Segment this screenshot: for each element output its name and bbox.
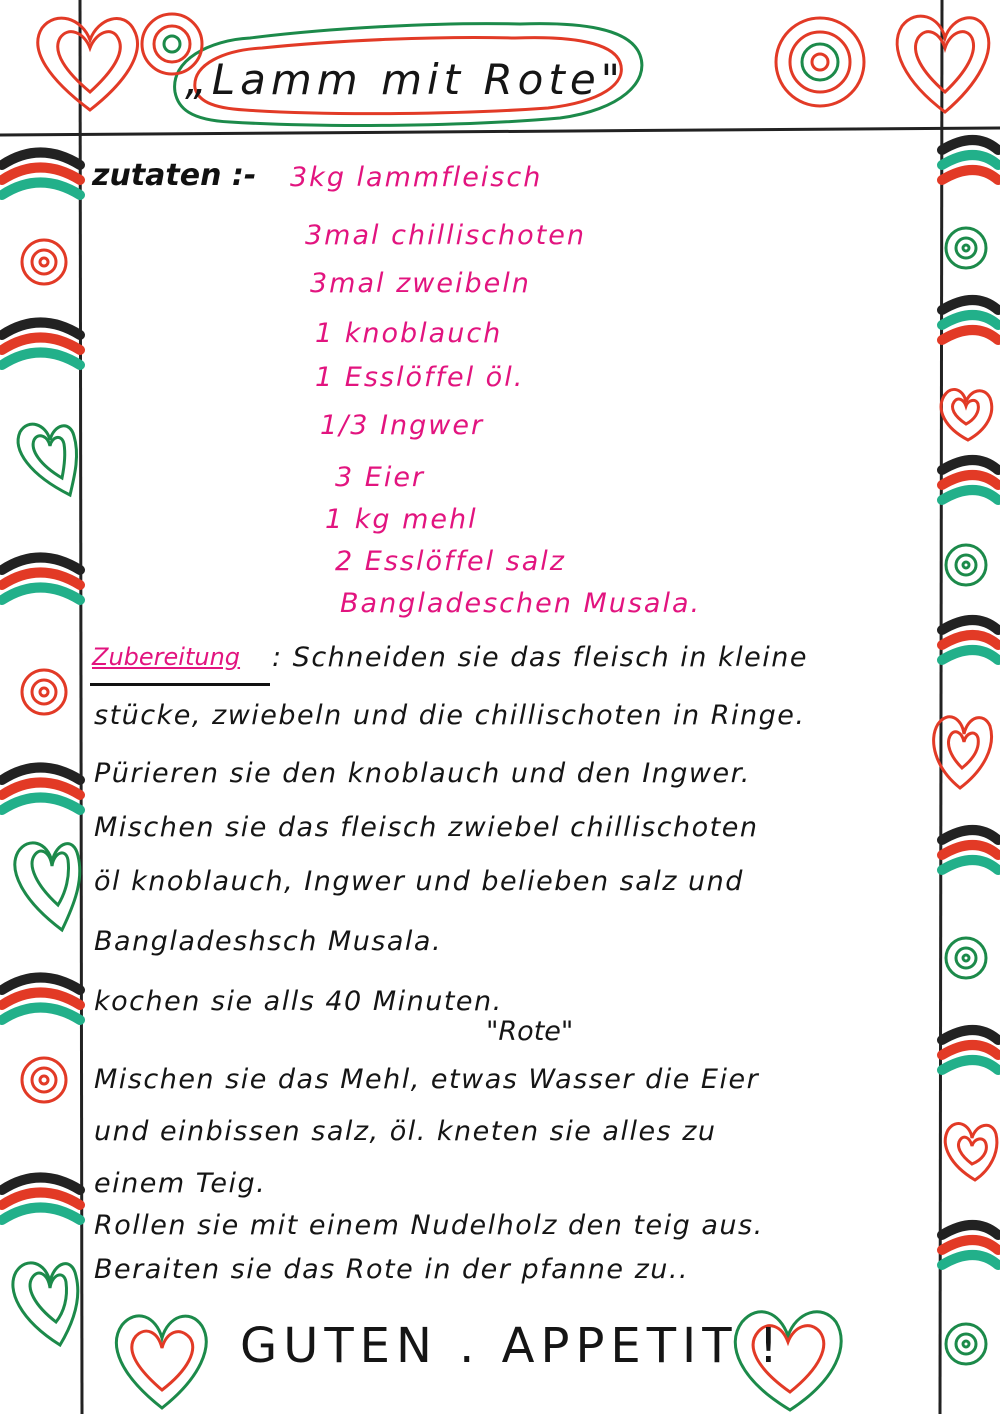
preparation-line: Mischen sie das fleisch zwiebel chillischoten	[94, 812, 759, 843]
heart-icon	[18, 424, 76, 495]
preparation-line: Bangladeshsch Musala.	[94, 926, 443, 957]
preparation-line: stücke, zwiebeln und die chillischoten in Ringe.	[94, 700, 806, 731]
rote-line: einem Teig.	[94, 1168, 267, 1199]
list-item: 3kg lammfleisch	[290, 162, 543, 193]
spiral-icon	[946, 938, 986, 978]
spiral-icon	[22, 1058, 66, 1102]
preparation-line: Pürieren sie den knoblauch und den Ingwer.	[94, 758, 751, 789]
list-item: 3 Eier	[335, 462, 426, 493]
rainbow-stripes	[2, 978, 80, 1021]
preparation-line: kochen sie alls 40 Minuten.	[94, 986, 503, 1017]
rainbow-stripes	[2, 153, 80, 196]
page-title: „Lamm mit Rote"	[185, 54, 625, 104]
preparation-line: öl knoblauch, Ingwer und belieben salz und	[94, 866, 744, 897]
list-item: 2 Esslöffel salz	[335, 546, 566, 577]
ingredients-label: zutaten :-	[92, 158, 257, 193]
rainbow-stripes	[942, 620, 998, 660]
rote-line: Rollen sie mit einem Nudelholz den teig aus.	[94, 1210, 764, 1241]
rote-line: Beraiten sie das Rote in der pfanne zu..	[94, 1254, 690, 1285]
list-item: 1 Esslöffel öl.	[315, 362, 525, 393]
closing-text: GUTEN . APPETIT !	[240, 1318, 785, 1374]
spiral-icon	[946, 228, 986, 268]
rainbow-stripes	[2, 323, 80, 366]
list-item: 1 knoblauch	[315, 318, 503, 349]
rainbow-stripes	[2, 768, 80, 811]
rainbow-stripes	[942, 460, 998, 500]
preparation-line: : Schneiden sie das fleisch in kleine	[272, 642, 808, 673]
rainbow-stripes	[942, 140, 998, 180]
spiral-icon	[22, 240, 66, 284]
heart-icon	[13, 1263, 78, 1345]
heart-icon	[116, 1316, 206, 1408]
list-item: Bangladeschen Musala.	[340, 588, 702, 619]
spiral-icon	[22, 670, 66, 714]
list-item: 1 kg mehl	[325, 504, 478, 535]
rainbow-stripes	[942, 300, 998, 340]
spiral-icon	[776, 18, 864, 106]
rainbow-stripes	[2, 558, 80, 601]
list-item: 3mal zweibeln	[310, 268, 531, 299]
rote-line: und einbissen salz, öl. kneten sie alles zu	[94, 1116, 717, 1147]
preparation-label: Zubereitung	[92, 643, 241, 671]
rainbow-stripes	[942, 1225, 998, 1265]
heart-icon	[38, 18, 138, 110]
rainbow-stripes	[942, 830, 998, 870]
spiral-icon	[946, 545, 986, 585]
spiral-icon	[946, 1324, 986, 1364]
rote-heading: "Rote"	[486, 1016, 574, 1047]
rainbow-stripes	[942, 1030, 998, 1070]
heart-icon	[15, 843, 80, 930]
list-item: 1/3 Ingwer	[320, 410, 485, 441]
heart-icon	[945, 1124, 997, 1180]
heart-icon	[941, 389, 992, 440]
rote-line: Mischen sie das Mehl, etwas Wasser die Eier	[94, 1064, 760, 1095]
rainbow-stripes	[2, 1178, 80, 1221]
preparation-underline	[90, 683, 270, 686]
list-item: 3mal chillischoten	[305, 220, 586, 251]
